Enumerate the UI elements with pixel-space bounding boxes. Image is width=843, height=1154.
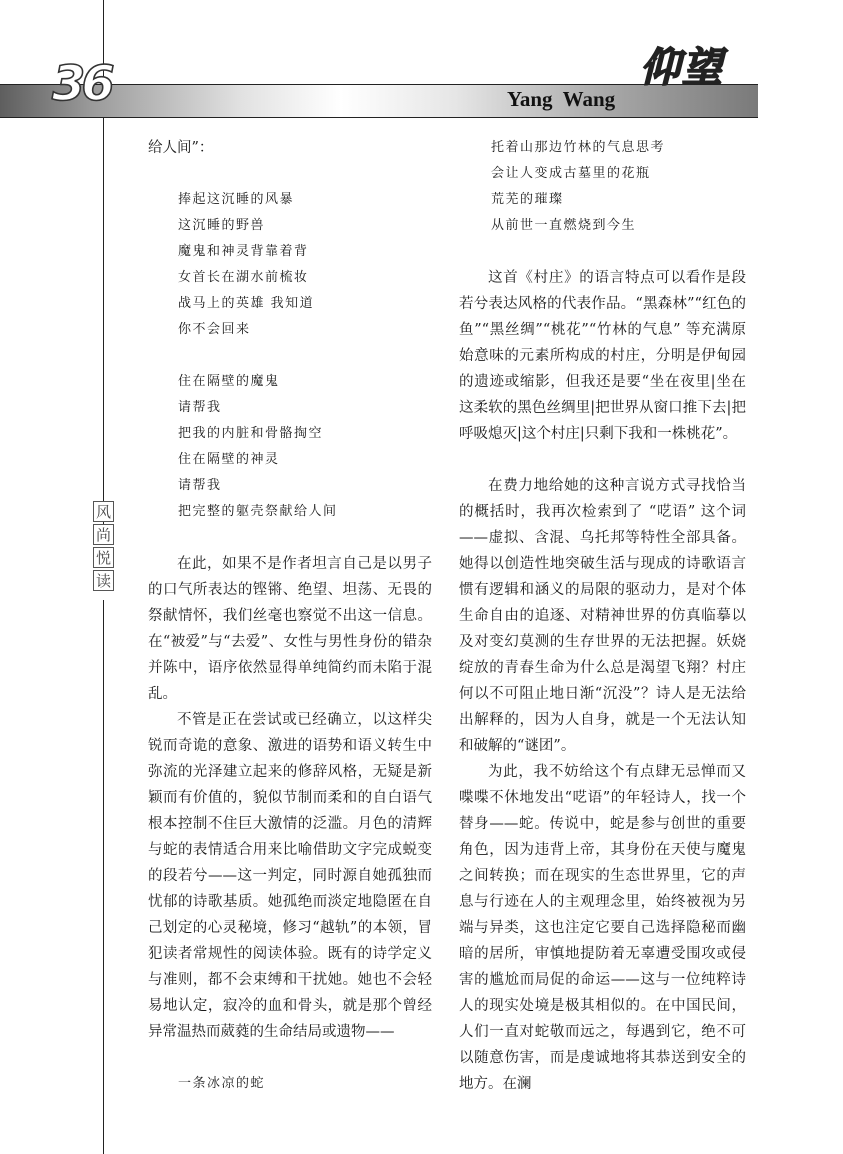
masthead-pinyin: Yang Wang (507, 87, 616, 111)
section-tab-char-4: 读 (93, 570, 114, 591)
poem-stanza-1 (148, 187, 432, 343)
poem-stanza-3 (459, 135, 746, 239)
poem-line: 会让人变成古墓里的花瓶 (491, 166, 651, 181)
poem-line: 这沉睡的野兽 (178, 218, 266, 233)
intro-line: 给人间”： (148, 140, 214, 156)
poem-line: 把完整的躯壳祭献给人间 (178, 504, 338, 519)
section-tab-char-1: 风 (93, 501, 114, 522)
poem-line: 请帮我 (178, 400, 222, 415)
body-paragraph: 在此，如果不是作者坦言自己是以男子的口气所表达的铿锵、绝望、坦荡、无畏的祭献情怀，我们丝毫也察觉不出这一信息。在“被爱”与“去爱”、女性与男性身份的错杂并陈中，语序依然显得单纯简约而未陷于混乱。 (148, 556, 432, 702)
body-paragraph: 这首《村庄》的语言特点可以看作是段若兮表达风格的代表作品。“黑森林”“红色的鱼”“黑丝绸”“桃花”“竹林的气息” 等充满原始意味的元素所构成的村庄，分明是伊甸园的遗迹或缩影，但我还是要“坐在夜里|坐在这柔软的黑色丝绸里|把世界从窗口推下去|把呼吸熄灭|这个村庄|只剩下我和一株桃花”。 (459, 270, 746, 442)
poem-line: 托着山那边竹林的气息思考 (491, 140, 666, 155)
poem-line: 从前世一直燃烧到今生 (491, 218, 637, 233)
poem-line: 荒芜的璀璨 (491, 192, 564, 207)
poem-line: 一条冰凉的蛇 (178, 1076, 266, 1091)
quote-line (148, 1071, 432, 1097)
poem-line: 你不会回来 (178, 322, 251, 337)
poem-line: 捧起这沉睡的风暴 (178, 192, 295, 207)
poem-line: 女首长在湖水前梳妆 (178, 270, 309, 285)
poem-line: 请帮我 (178, 478, 222, 493)
right-column (459, 135, 746, 1097)
body-paragraph: 不管是正在尝试或已经确立，以这样尖锐而奇诡的意象、激进的语势和语义转生中弥流的光泽建立起来的修辞风格，无疑是新颖而有价值的，貌似节制而柔和的自白语气根本控制不住巨大激情的泛滥。月色的清辉与蛇的表情适合用来比喻借助文字完成蜕变的段若兮——这一判定，同时源自她孤独而忧郁的诗歌基质。她孤绝而淡定地隐匿在自己划定的心灵秘境，修习“越轨”的本领，冒犯读者常规性的阅读体验。既有的诗学定义与准则，都不会束缚和干扰她。她也不会轻易地认定，寂冷的血和骨头，就是那个曾经异常温热而葳蕤的生命结局或遗物—— (148, 712, 432, 1040)
body-paragraph: 在费力地给她的这种言说方式寻找恰当的概括时，我再次检索到了 “呓语” 这个词——虚拟、含混、乌托邦等特性全部具备。她得以创造性地突破生活与现成的诗歌语言惯有逻辑和涵义的局限的驱动力，是对个体生命自由的追逐、对精神世界的仿真临摹以及对变幻莫测的生存世界的无法把握。妖娆绽放的青春生命为什么总是渴望飞翔？村庄何以不可阻止地日渐“沉没”？诗人是无法给出解释的，因为人自身，就是一个无法认知和破解的“谜团”。 (459, 478, 746, 754)
poem-line: 住在隔壁的魔鬼 (178, 374, 280, 389)
margin-rule-bottom (103, 600, 104, 1154)
poem-line: 把我的内脏和骨骼掏空 (178, 426, 324, 441)
poem-stanza-2 (148, 369, 432, 525)
poem-line: 战马上的英雄 我知道 (178, 296, 315, 311)
left-column (148, 135, 432, 1097)
section-tab-char-2: 尚 (93, 524, 114, 545)
section-tab-char-3: 悦 (93, 547, 114, 568)
masthead-title: 仰望 (640, 45, 724, 91)
body-paragraph: 为此，我不妨给这个有点肆无忌惮而又喋喋不休地发出“呓语”的年轻诗人，找一个替身——蛇。传说中，蛇是参与创世的重要角色，因为违背上帝，其身份在天使与魔鬼之间转换；而在现实的生态世界里，它的声息与行迹在人的主观理念里，始终被视为另端与异类，这也注定它要自己选择隐秘而幽暗的居所，审慎地提防着无辜遭受围攻或侵害的尴尬而局促的命运——这与一位纯粹诗人的现实处境是极其相似的。在中国民间，人们一直对蛇敬而远之，每遇到它，绝不可以随意伤害，而是虔诚地将其恭送到安全的地方。在澜 (459, 764, 746, 1092)
poem-line: 魔鬼和神灵背靠着背 (178, 244, 309, 259)
page-number: 36 (52, 56, 111, 112)
poem-line: 住在隔壁的神灵 (178, 452, 280, 467)
